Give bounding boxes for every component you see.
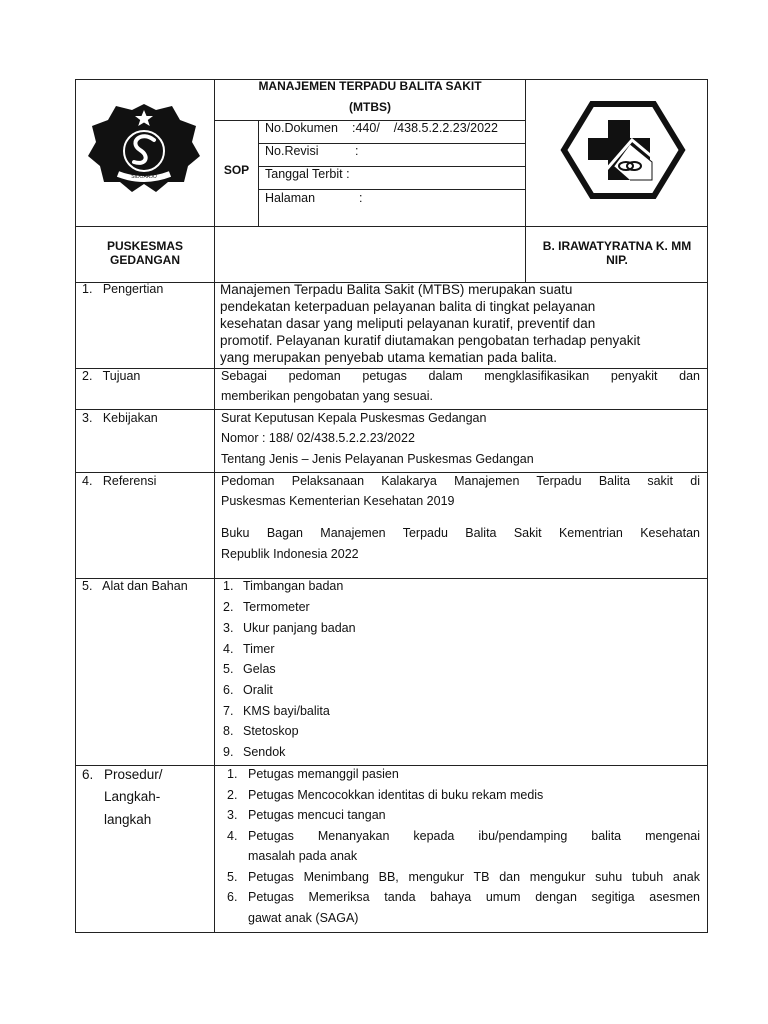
grid-line [258, 189, 525, 190]
alat-num: 1. [223, 579, 234, 593]
prosedur-label-num: 6. [82, 767, 94, 782]
step-text: Petugas mencuci tangan [248, 808, 386, 822]
doc-number-label: No.Dokumen [265, 121, 338, 135]
grid-line [214, 282, 215, 933]
alat-num: 9. [223, 745, 234, 759]
alat-num: 2. [223, 600, 234, 614]
section-label-referensi: 4. Referensi [82, 474, 157, 488]
pengertian-line: promotif. Pelayanan kuratif diutamakan pengobatan terhadap penyakit [220, 333, 641, 348]
revision-label: No.Revisi [265, 144, 319, 158]
title-line-1: MANAJEMEN TERPADU BALITA SAKIT [258, 79, 482, 93]
grid-line [75, 472, 708, 473]
prosedur-label-line-1: Prosedur/ [104, 767, 163, 782]
alat-num: 7. [223, 704, 234, 718]
section-label-tujuan: 2. Tujuan [82, 369, 141, 383]
prosedur-label-line-2: Langkah- [104, 789, 161, 804]
tujuan-line-1: Sebagai pedoman petugas dalam mengklasifikasikan penyakit dan [221, 369, 700, 383]
step-text: Petugas memanggil pasien [248, 767, 399, 781]
section-label-pengertian: 1. Pengertian [82, 282, 164, 296]
step-text: Petugas Menimbang BB, mengukur TB dan mengukur suhu tubuh anak [248, 870, 700, 884]
doc-number-value: :440/ /438.5.2.2.23/2022 [352, 121, 498, 135]
alat-item: Oralit [243, 683, 273, 697]
revision-value: : [355, 144, 359, 158]
step-num: 3. [227, 808, 238, 822]
org-name-line-1: PUSKESMAS [106, 239, 183, 253]
pengertian-line: yang merupakan penyebab utama kematian pada balita. [220, 350, 557, 365]
page-label: Halaman [265, 191, 316, 205]
prosedur-label-line-3: langkah [104, 812, 152, 827]
alat-item: Termometer [243, 600, 310, 614]
step-text-line-2: masalah pada anak [248, 849, 358, 863]
pengertian-line: Manajemen Terpadu Balita Sakit (MTBS) merupakan suatu [220, 282, 573, 297]
signer-nip: NIP. [606, 253, 628, 267]
tujuan-line-2: memberikan pengobatan yang sesuai. [221, 389, 433, 403]
alat-item: Timer [243, 642, 275, 656]
referensi-1-line-1: Pedoman Pelaksanaan Kalakarya Manajemen Terpadu Balita sakit di [221, 474, 700, 488]
alat-num: 6. [223, 683, 234, 697]
section-label-kebijakan: 3. Kebijakan [82, 411, 158, 425]
title-line-2: (MTBS) [349, 100, 391, 114]
alat-item: Sendok [243, 745, 286, 759]
step-num: 2. [227, 788, 238, 802]
signer-name: B. IRAWATYRATNA K. MM [542, 239, 692, 253]
step-text-line-1: Petugas Memeriksa tanda bahaya umum dengan segitiga asesmen [248, 890, 700, 904]
org-name-line-2: GEDANGAN [109, 253, 180, 267]
regency-emblem-icon [84, 96, 204, 196]
step-text-line-1: Petugas Menanyakan kepada ibu/pendamping balita mengenai [248, 829, 700, 843]
issue-date-label: Tanggal Terbit : [265, 167, 350, 181]
grid-line [75, 226, 708, 227]
referensi-2-line-2: Republik Indonesia 2022 [221, 547, 359, 561]
health-cross-hexagon-icon [560, 100, 686, 200]
grid-line [258, 120, 259, 226]
logo-text: SIDOARJO [131, 174, 157, 180]
alat-item: Timbangan badan [243, 579, 344, 593]
sop-label: SOP [223, 163, 250, 177]
section-label-alat: 5. Alat dan Bahan [82, 579, 188, 593]
kebijakan-line: Surat Keputusan Kepala Puskesmas Gedangan [221, 411, 487, 425]
alat-item: KMS bayi/balita [243, 704, 330, 718]
referensi-2-line-1: Buku Bagan Manajemen Terpadu Balita Sakit Kementrian Kesehatan [221, 526, 700, 540]
step-num: 4. [227, 829, 238, 843]
alat-num: 4. [223, 642, 234, 656]
pengertian-line: pendekatan keterpaduan pelayanan balita di tingkat pelayanan [220, 299, 596, 314]
step-text-line-2: gawat anak (SAGA) [248, 911, 359, 925]
referensi-1-line-2: Puskesmas Kementerian Kesehatan 2019 [221, 494, 455, 508]
alat-item: Gelas [243, 662, 276, 676]
step-num: 6. [227, 890, 238, 904]
right-logo [560, 100, 686, 200]
alat-item: Stetoskop [243, 724, 299, 738]
alat-num: 8. [223, 724, 234, 738]
step-text: Petugas Mencocokkan identitas di buku rekam medis [248, 788, 544, 802]
left-logo [84, 96, 204, 196]
step-num: 1. [227, 767, 238, 781]
pengertian-line: kesehatan dasar yang meliputi pelayanan kuratif, preventif dan [220, 316, 596, 331]
alat-item: Ukur panjang badan [243, 621, 356, 635]
grid-line [75, 409, 708, 410]
alat-num: 3. [223, 621, 234, 635]
grid-line [75, 765, 708, 766]
step-num: 5. [227, 870, 238, 884]
alat-num: 5. [223, 662, 234, 676]
kebijakan-line: Tentang Jenis – Jenis Pelayanan Puskesmas Gedangan [221, 452, 534, 466]
page-value: : [359, 191, 363, 205]
kebijakan-line: Nomor : 188/ 02/438.5.2.2.23/2022 [221, 431, 415, 445]
